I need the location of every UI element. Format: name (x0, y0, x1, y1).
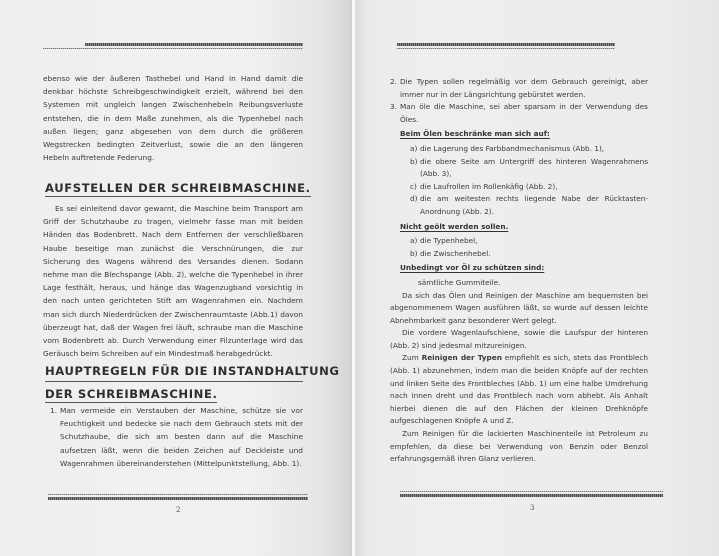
oil-heading: Beim Ölen beschränke man sich auf: (400, 129, 550, 139)
item-label: b) (410, 248, 418, 258)
page-number-left: 2 (176, 506, 181, 514)
item-text: die Lagerung des Farbbandmechanismus (Abb. 1), (420, 143, 605, 153)
protect-text: sämtliche Gummiteile. (418, 277, 501, 287)
list-text: Man öle die Maschine, sei aber sparsam in der Verwendung des Öles. (400, 102, 648, 124)
no-oil-item (410, 248, 648, 261)
item-label: b) (410, 156, 418, 166)
item-text: die Zwischenhebel. (420, 248, 491, 258)
item-text: die Typenhebel, (420, 236, 478, 246)
heading-maintenance-line1: HAUPTREGELN FÜR DIE INSTANDHALTUNG (45, 364, 340, 378)
right-page (355, 0, 719, 556)
item-text: die Laufrollen im Rollenkäfig (Abb. 2), (420, 181, 558, 191)
paragraph-oiling: Da sich das Ölen und Reinigen der Maschine am bequemsten bei abgenommenem Wagen ausführen läßt, so wurde auf dessen leichte Abnehmbarkeit ganz besonderer Wert gelegt. (390, 290, 648, 325)
oil-item (410, 181, 648, 194)
paragraph: Es sei einleitend davor gewarnt, die Maschine beim Transport am Griff der Schutzhaube zu tragen, vielmehr fasse man mit beiden Händen das Bodenbrett. Nach dem Entfernen der verschließbaren Haube beseitige man zunächst die Verschnürungen, die zur Sicherung des Wagens während des Versandes dienen. Sodann nehme man die Blechspange (Abb. 2), welche die Typenhebel in ihrer Lage festhält, heraus, und hänge das Wagenzugband vorsichtig in den nach unten gerichteten Stift am Wagenrahmen ein. Nachdem man sich durch Niederdrücken der Zwischenraumtaste (Abb.1) davon überzeugt hat, daß der Wagen frei läuft, schraube man die Maschine vom Bodenbrett ab. Durch Verwendung einer Filzunterlage wird das Geräusch beim Schreiben auf ein Mindestmaß herabgedrückt. (43, 204, 303, 359)
left-page (0, 0, 355, 556)
text-run: Zum (402, 353, 422, 363)
intro-paragraph (43, 72, 303, 164)
item-label: d) (410, 194, 418, 204)
bold-text: Reinigen der Typen (421, 353, 502, 363)
setup-paragraph (43, 202, 303, 360)
paragraph-rails: Die vordere Wagenlaufschiene, sowie die Laufspur der hinteren (Abb. 2) sind jedesmal mitzureinigen. (390, 328, 648, 350)
paragraph: ebenso wie der äußeren Tasthebel und Hand in Hand damit die denkbar höchste Schreibgeschwindigkeit erzielt, während bei den Systemen mit ungleich langen Zwischenhebeln Reibungsverluste entstehen, die in dem Maße zunehmen, als die Typenhebel nach außen liegen; ganz abgesehen von dem durch die größeren Wegstrecken bedingten Zeitverlust, sowie die an den längeren Hebeln auftretende Federung. (43, 74, 303, 163)
top-decorative-rule (397, 43, 615, 51)
text-run: empfiehlt es sich, stets das Frontblech (Abb. 1) abzunehmen, indem man die beiden Knöpfe auf der rechten und linken Seite des Frontbleches (Abb. 1) um eine halbe Umdrehung nach innen dreht und das Frontblech nach vorn abhebt. Als Anhalt hierbei dienen die auf den Flächen der kleinen Drehknöpfe aufgeschlagenen Knöpfe A und Z. (390, 353, 649, 426)
oil-item (410, 143, 648, 156)
item-label: a) (410, 143, 418, 153)
item-label: c) (410, 181, 417, 191)
paragraph-cleaning-types (390, 352, 648, 428)
item-text: die am weitesten rechts liegende Nabe der Rücktasten-Anordnung (Abb. 2). (420, 194, 648, 216)
protect-heading: Unbedingt vor Öl zu schützen sind: (400, 263, 545, 273)
bottom-decorative-rule (48, 494, 308, 502)
rule-2 (390, 76, 648, 101)
no-oil-heading: Nicht geölt werden sollen. (400, 221, 509, 231)
right-content (390, 76, 648, 466)
list-text: Die Typen sollen regelmäßig vor dem Gebrauch gereinigt, aber immer nur in der Längsrichtung gebürstet werden. (400, 77, 648, 99)
item-text: die obere Seite am Untergriff des hinteren Wagenrahmens (Abb. 3), (420, 156, 648, 179)
heading-underline (45, 381, 303, 382)
rule-1 (50, 404, 303, 470)
list-number: 3. (390, 102, 397, 112)
page-number-right: 3 (530, 504, 535, 512)
top-decorative-rule (43, 43, 303, 51)
no-oil-item (410, 235, 648, 248)
heading-maintenance-line2: DER SCHREIBMASCHINE. (45, 387, 218, 401)
oil-item (410, 193, 648, 218)
heading-setup: AUFSTELLEN DER SCHREIBMASCHINE. (45, 181, 311, 195)
rule-3 (390, 101, 648, 126)
list-text: Man vermeide ein Verstauben der Maschine, schütze sie vor Feuchtigkeit und bedecke sie nach dem Gebrauch stets mit der Schutzhaube, die sich am besten dann auf die Maschine aufsetzen läßt, wenn die beiden Zeichen auf Deckleiste und Wagenrahmen übereinanderstehen (Mittelpunktstellung, Abb. 1). (60, 406, 303, 468)
item-label: a) (410, 236, 418, 246)
list-number: 1. (50, 406, 58, 415)
oil-item (410, 156, 648, 181)
bottom-decorative-rule (400, 491, 663, 499)
list-number: 2. (390, 77, 397, 86)
paragraph-petroleum: Zum Reinigen für die lackierten Maschinenteile ist Petroleum zu empfehlen, da diese bei Verwendung von Benzin oder Benzol erfahrungsgemäß ihren Glanz verlieren. (390, 429, 648, 464)
